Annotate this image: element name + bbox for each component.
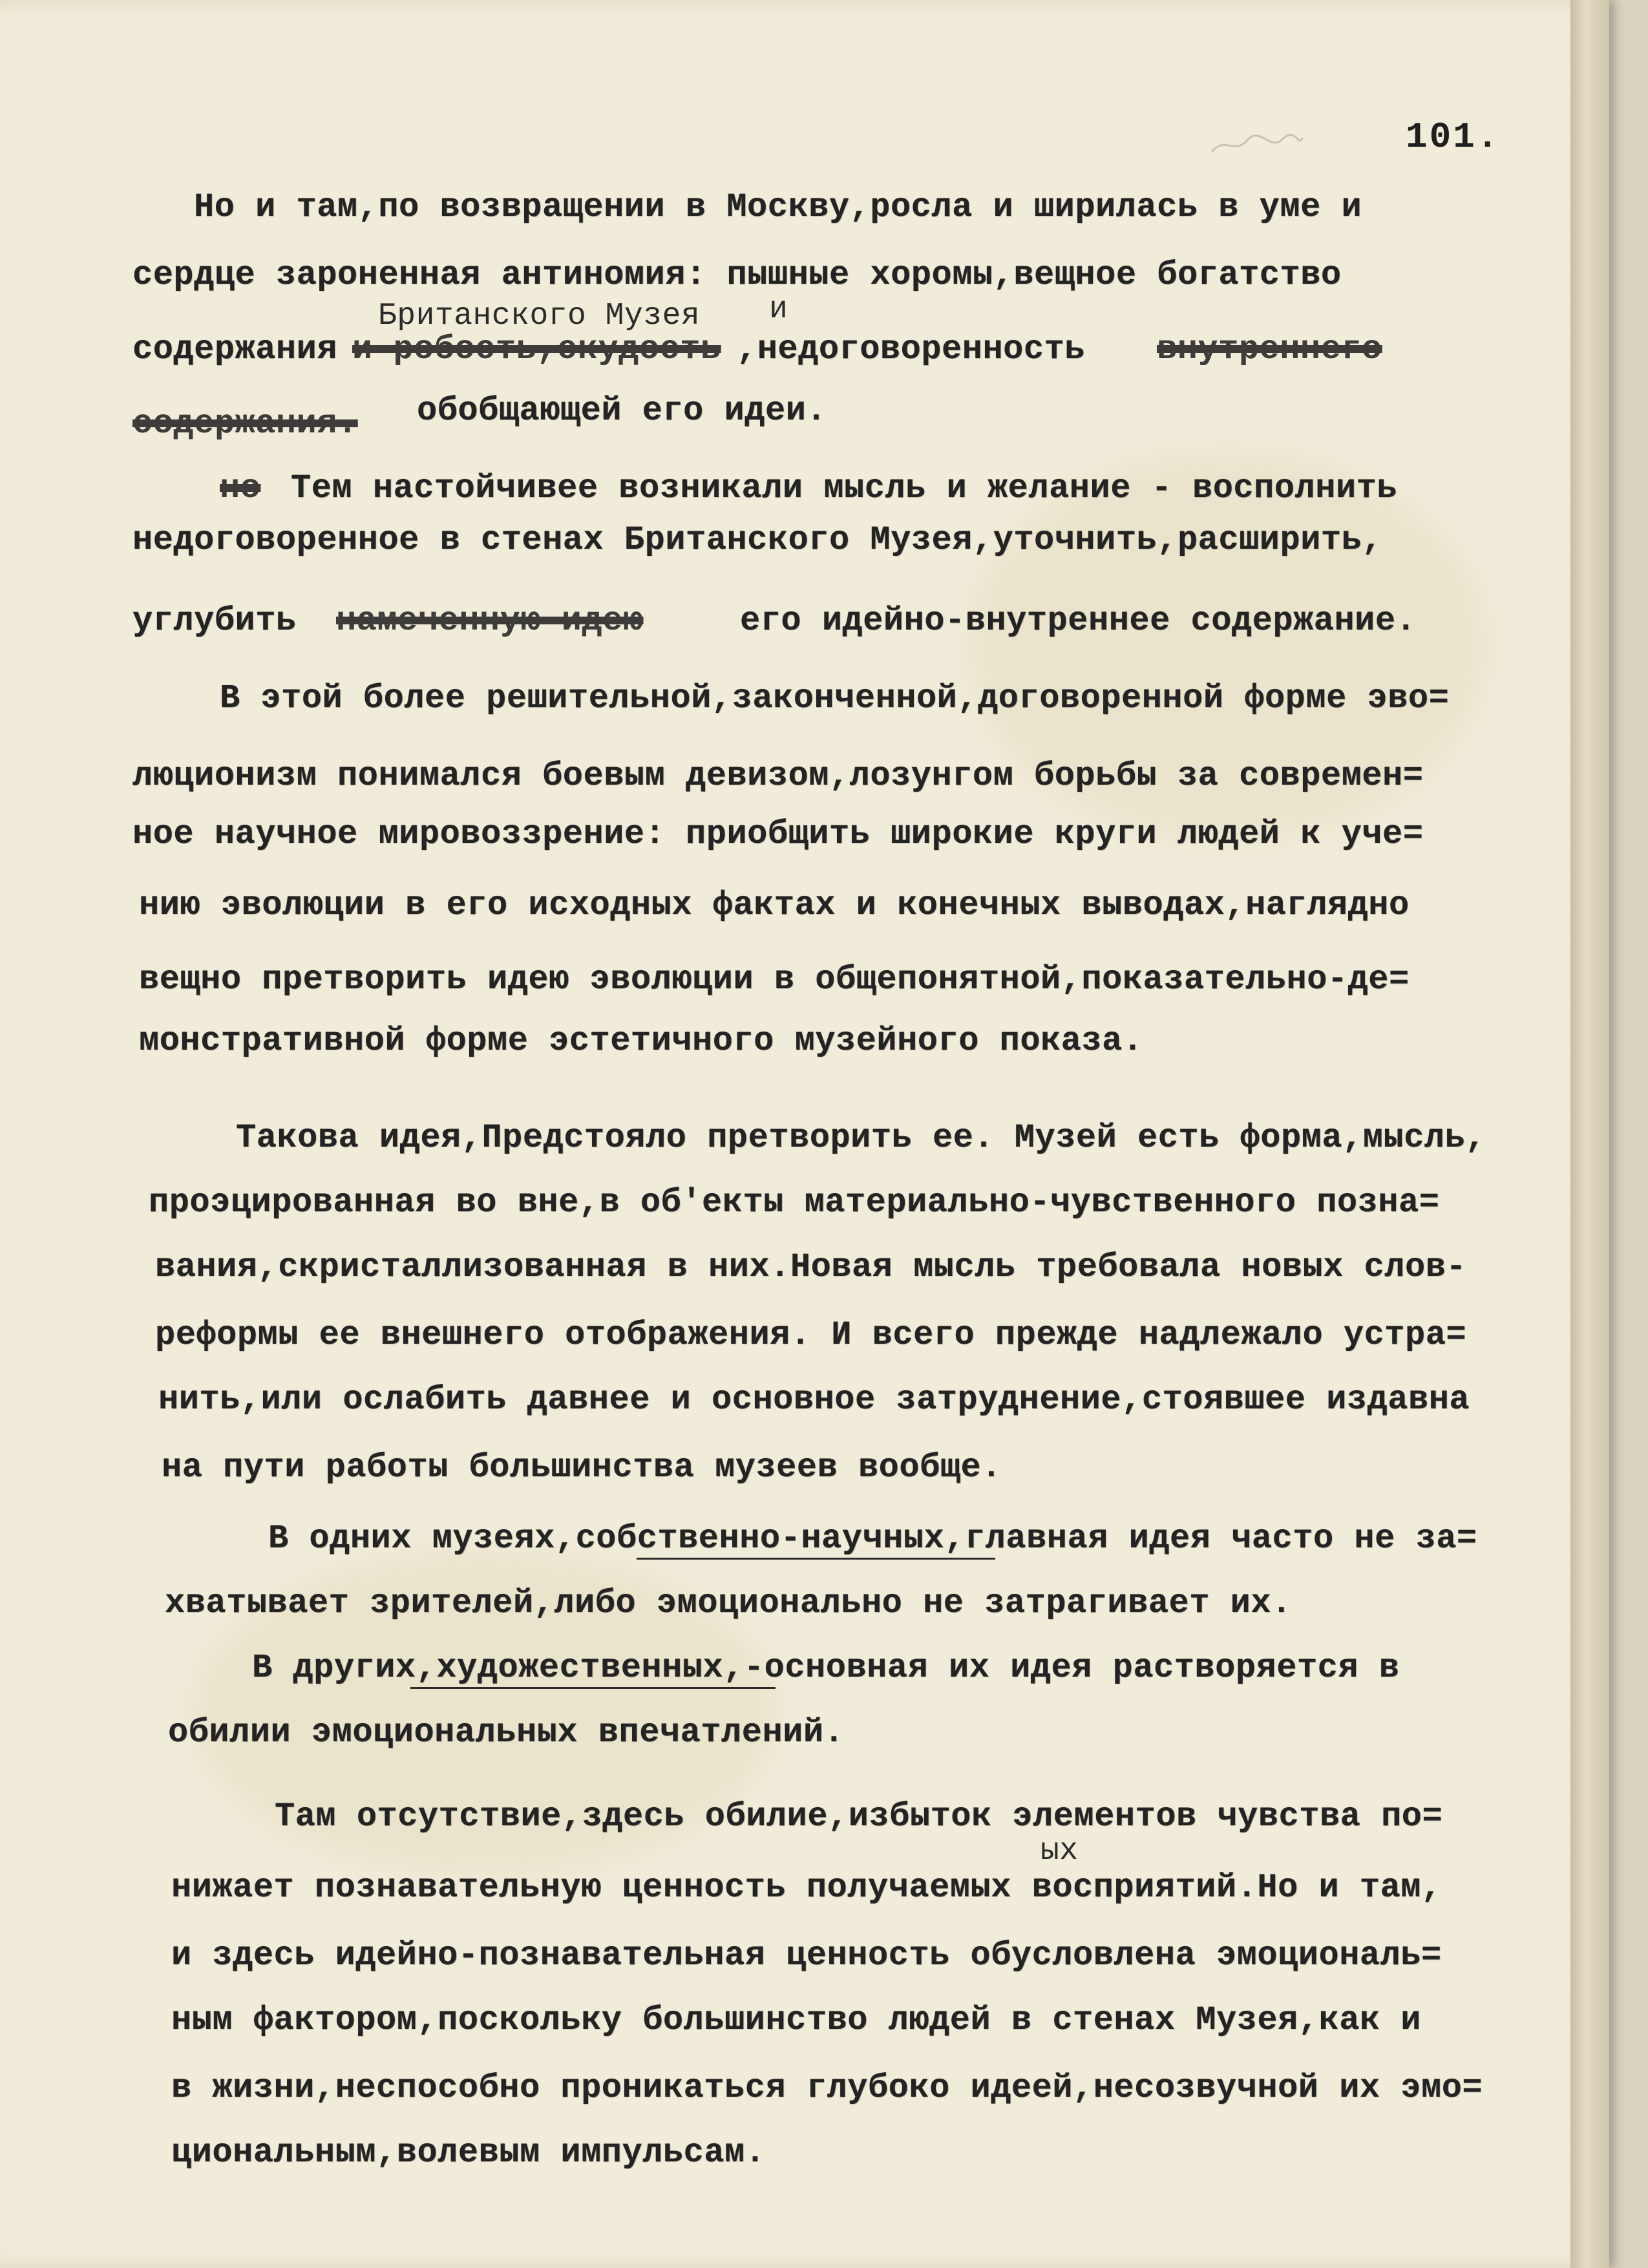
text-line: его идейно-внутреннее содержание. [740, 602, 1417, 640]
struck-text: и робость,скудость [352, 330, 721, 368]
handwritten-insert: ых [1041, 1834, 1079, 1869]
struck-text: но [220, 469, 261, 507]
text-line: вещно претворить идею эволюции в общепонятной,показательно-де= [139, 960, 1410, 999]
text-line: хватывает зрителей,либо эмоционально не затрагивает их. [165, 1584, 1292, 1622]
struck-text: содержания. [132, 405, 358, 443]
page-number: 101. [1406, 116, 1501, 158]
text-line: ным фактором,поскольку большинство людей в стенах Музея,как и [171, 2001, 1422, 2039]
text-line: В других,художественных,-основная их идея растворяется в [252, 1649, 1400, 1687]
struck-text: намеченную идею [336, 602, 644, 640]
text-line: Тем настойчивее возникали мысль и желание - восполнить [291, 469, 1398, 507]
text-line: Там отсутствие,здесь обилие,избыток элементов чувства по= [275, 1797, 1443, 1836]
underline-mark [637, 1558, 995, 1560]
text-line: люционизм понимался боевым девизом,лозунгом борьбы за современ= [132, 757, 1424, 795]
text-line: В этой более решительной,законченной,договоренной форме эво= [220, 679, 1450, 717]
text-line: проэцированная во вне,в об'екты материально-чувственного позна= [149, 1183, 1440, 1222]
text-line: В одних музеях,собственно-научных,главная идея часто не за= [268, 1520, 1477, 1558]
text-line: в жизни,неспособно проникаться глубоко идеей,несозвучной их эмо= [171, 2069, 1483, 2107]
text-line: углубить [132, 602, 297, 640]
text-line: вания,скристаллизованная в них.Новая мысль требовала новых слов- [155, 1248, 1467, 1286]
text-line: ,недоговоренность [737, 330, 1085, 368]
text-line: нить,или ослабить давнее и основное затруднение,стоявшее издавна [158, 1381, 1470, 1419]
text-line: Но и там,по возвращении в Москву,росла и ширилась в уме и [194, 188, 1362, 226]
text-line: Такова идея,Предстояло претворить ее. Музей есть форма,мысль, [236, 1119, 1486, 1157]
text-line: реформы ее внешнего отображения. И всего прежде надлежало устра= [155, 1316, 1467, 1354]
text-line: на пути работы большинства музеев вообще. [162, 1448, 1002, 1487]
text-line: сердце зароненная антиномия: пышные хоромы,вещное богатство [132, 256, 1342, 294]
text-line: нию эволюции в его исходных фактах и конечных выводах,наглядно [139, 886, 1410, 924]
text-line: содержания [132, 330, 338, 368]
text-line: и здесь идейно-познавательная ценность обусловлена эмоциональ= [171, 1936, 1442, 1975]
text-line: монстративной форме эстетичного музейного показа. [139, 1022, 1143, 1060]
text-line: ное научное мировоззрение: приобщить широкие круги людей к уче= [132, 815, 1424, 853]
handwritten-insert: Британского Музея [378, 299, 701, 334]
text-line: нижает познавательную ценность получаемых восприятий.Но и там, [171, 1869, 1442, 1907]
text-line: обобщающей его идеи. [417, 392, 827, 430]
handwritten-insert: и [769, 292, 788, 327]
struck-text: внутреннего [1157, 330, 1382, 368]
text-line: обилии эмоциональных впечатлений. [168, 1713, 845, 1752]
underline-mark [410, 1687, 776, 1689]
text-line: циональным,волевым импульсам. [171, 2134, 766, 2172]
text-line: недоговоренное в стенах Британского Музея,уточнить,расширить, [132, 521, 1383, 559]
